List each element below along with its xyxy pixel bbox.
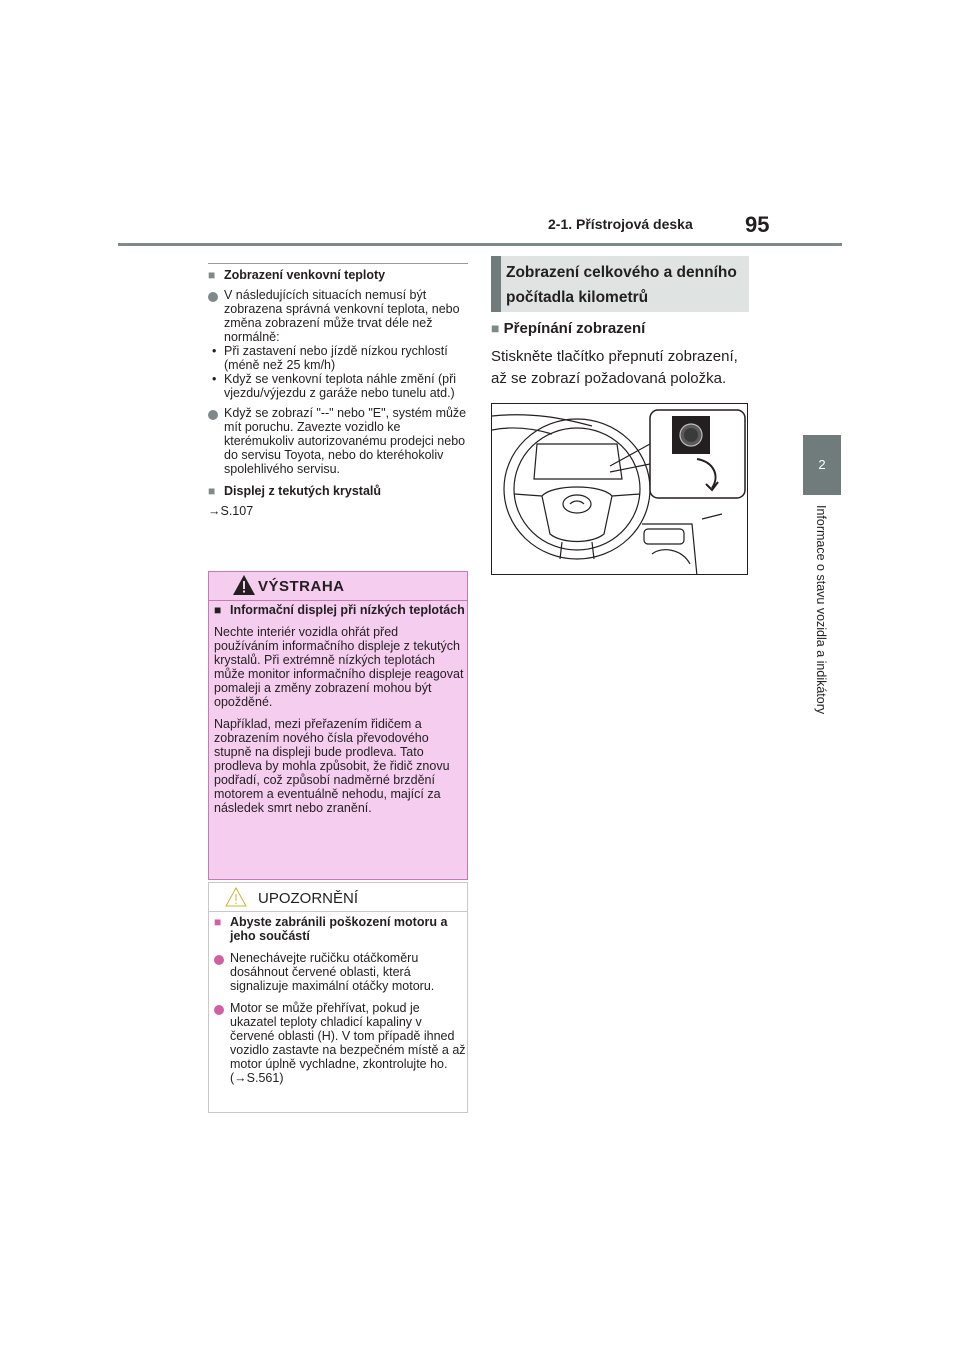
list-item: • Při zastavení nebo jízdě nízkou rychlostí (méně než 25 km/h) <box>212 344 448 372</box>
caution-content <box>214 915 466 1085</box>
square-bullet-icon: ■ <box>208 484 216 498</box>
square-bullet-icon: ■ <box>214 603 222 617</box>
warning-content <box>214 603 466 815</box>
top-rule <box>208 263 468 264</box>
warning-heading: ■ Informační displej při nízkých teplotách <box>214 603 465 617</box>
caution-item: Motor se může přehřívat, pokud je ukazatel teploty chladicí kapaliny v červené oblasti (H). V tom případě ihned vozidlo zastavte na bezpečném místě a až motor úplně vychladne, zkontrolujte ho. (→S.561) <box>214 1001 466 1085</box>
switch-display-heading: ■ Přepínání zobrazení <box>491 320 646 337</box>
warning-title: VÝSTRAHA <box>258 578 345 595</box>
steering-wheel-drawing <box>492 404 748 575</box>
outside-temp-item: Když se zobrazí "--" nebo "E", systém může mít poruchu. Zavezte vozidlo ke kterémukoliv autorizovanému prodejci nebo do servisu Toyota, nebo do kteréhokoliv spolehlivého servisu. <box>208 406 470 476</box>
chapter-title: Informace o stavu vozidla a indikátory <box>814 505 828 715</box>
lcd-heading: ■ Displej z tekutých krystalů <box>208 484 382 498</box>
caution-title: UPOZORNĚNÍ <box>258 890 359 907</box>
warning-paragraph: Například, mezi přeřazením řidičem a zobrazením nového čísla převodového stupně na displeji bude prodleva. Tato prodleva by mohla způsobit, že řidič znovu podřadí, což způsobí nadměrné brzdění motorem a eventuálně nehodu, mající za následek smrt nebo zranění. <box>214 717 450 815</box>
switch-display-text: Stiskněte tlačítko přepnutí zobrazení, až se zobrazí požadovaná položka. <box>491 348 738 387</box>
caution-triangle-icon <box>224 886 248 908</box>
outside-temp-item: V následujících situacích nemusí být zobrazena správná venkovní teplota, nebo změna zobrazení může trvat déle než normálně: <box>208 288 470 344</box>
header-rule <box>118 243 842 246</box>
warning-triangle-icon <box>232 574 256 596</box>
chapter-tab: 2 <box>803 435 841 495</box>
section-accent-bar <box>491 256 501 312</box>
left-column <box>208 268 470 518</box>
page-number: 95 <box>745 212 770 237</box>
square-bullet-icon: ■ <box>208 268 216 282</box>
steering-wheel-illustration <box>491 403 748 575</box>
odometer-section-title: Zobrazení celkového a denního počítadla kilometrů <box>506 264 737 306</box>
list-item: • Když se venkovní teplota náhle změní (při vjezdu/výjezdu z garáže nebo tunelu atd.) <box>212 372 457 400</box>
caution-item: Nenechávejte ručičku otáčkoměru dosáhnout červené oblasti, která signalizuje maximální otáčky motoru. <box>214 951 466 993</box>
page-reference[interactable]: →S.107 <box>208 504 254 518</box>
bullet-icon: • <box>212 344 217 358</box>
circle-bullet-icon <box>214 955 224 965</box>
square-bullet-icon: ■ <box>214 915 222 929</box>
outside-temp-heading: ■ Zobrazení venkovní teploty <box>208 268 386 282</box>
bullet-icon: • <box>212 372 217 386</box>
circle-bullet-icon <box>214 1005 224 1015</box>
section-title: 2-1. Přístrojová deska <box>548 216 693 232</box>
warning-paragraph: Nechte interiér vozidla ohřát před používáním informačního displeje z tekutých krystalů. Při extrémně nízkých teplotách může monitor informačního displeje reagovat pomaleji a změny zobrazení mohou být opožděné. <box>214 625 464 709</box>
circle-bullet-icon <box>208 410 218 420</box>
square-bullet-icon: ■ <box>491 320 500 336</box>
circle-bullet-icon <box>208 292 218 302</box>
caution-heading: ■ Abyste zabránili poškození motoru a jeho součástí <box>214 915 448 943</box>
